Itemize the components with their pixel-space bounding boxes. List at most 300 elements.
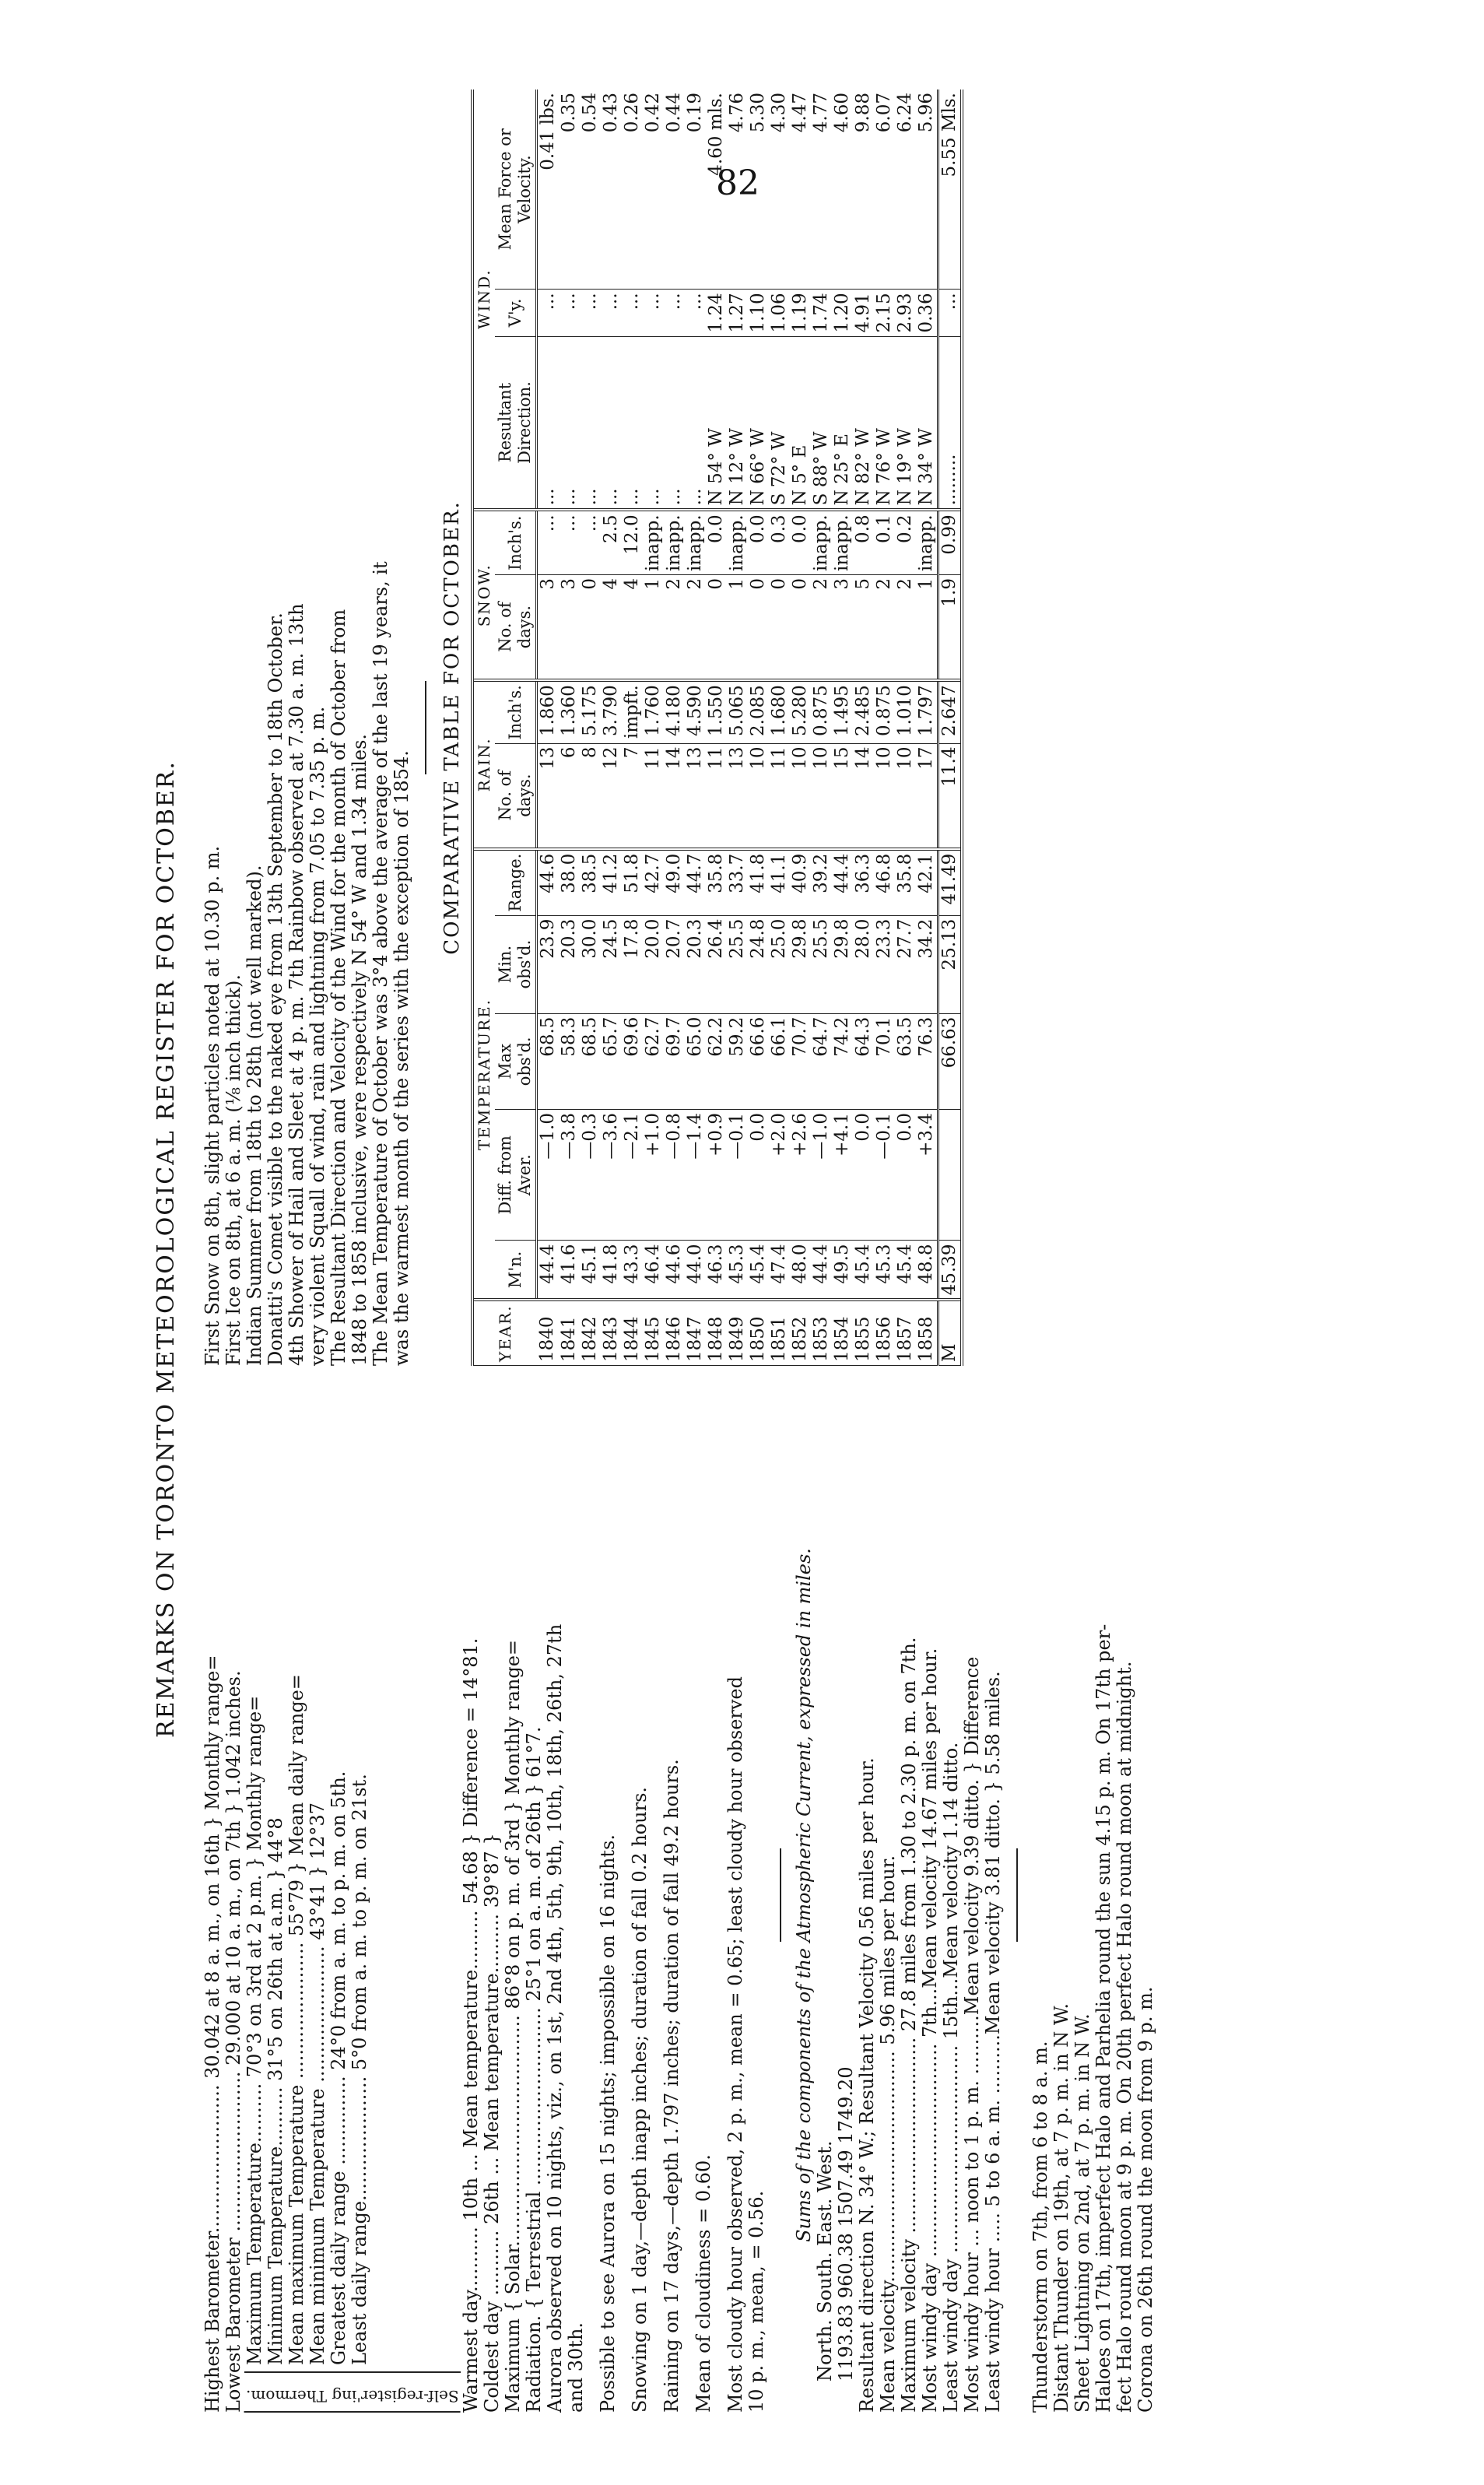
table-row [580,90,601,1366]
remarks-column [202,1378,1156,2413]
table-cell: 64.3 [853,1013,874,1109]
table-cell: 11 [643,743,664,849]
table-cell: 1.27 [727,290,748,336]
table-cell: 1.24 [706,290,727,336]
table-cell: 1.9 [938,575,963,681]
table-cell: 7 [622,743,643,849]
table-cell: 5.175 [580,680,601,743]
table-cell: 0.0 [853,1110,874,1241]
table-cell: N 12° W [727,336,748,510]
table-cell: 1.20 [832,290,853,336]
column-header: No. of days. [495,575,537,681]
table-cell: 30.0 [580,915,601,1013]
page-title: REMARKS ON TORONTO METEOROLOGICAL REGISTER FOR OCTOBER. [153,760,180,1738]
table-cell: 0.3 [769,510,790,574]
table-cell: 2.5 [601,510,622,574]
table-cell: 44.4 [811,1241,832,1300]
observation-line: Possible to see Aurora on 15 nights; impossible on 16 nights. [596,1834,619,2413]
table-cell: 10 [874,743,895,849]
table-cell: 44.6 [664,1241,685,1300]
table-cell: 59.2 [727,1013,748,1109]
table-cell: 13 [727,743,748,849]
table-cell: 43.3 [622,1241,643,1300]
table-cell: ... [580,510,601,574]
year-header: YEAR. [472,1300,537,1365]
table-cell: 1843 [601,1300,622,1365]
phenomena-line: Corona on 26th round the moon from 9 p. m. [1134,1986,1156,2413]
table-cell: 1847 [685,1300,706,1365]
table-cell: 2.15 [874,290,895,336]
table-cell: 6 [559,743,580,849]
table-cell: 1.19 [790,290,811,336]
table-cell: 0.875 [874,680,895,743]
warm-cold-line: Warmest day........... 10th ... Mean temperature.......... 54.68 } Difference = 14°81. [459,1637,482,2413]
table-cell: ... [601,336,622,510]
note-line: The Mean Temperature of October was 3°4 above the average of the last 19 years, it [370,561,391,1366]
table-cell: 1.550 [706,680,727,743]
table-cell: 14 [853,743,874,849]
table-cell: 0.54 [580,90,601,290]
table-row [643,90,664,1366]
column-header: M'n. [495,1241,537,1300]
table-cell: 36.3 [853,849,874,915]
section-divider [425,681,426,774]
table-cell: 25.0 [769,915,790,1013]
table-cell: 2 [685,575,706,681]
table-cell: 10 [790,743,811,849]
column-header: Mean Force or Velocity. [495,90,537,290]
table-cell: 14 [664,743,685,849]
table-cell: —0.1 [874,1110,895,1241]
column-header: Resultant Direction. [495,336,537,510]
table-row [916,90,938,1366]
table-row [874,90,895,1366]
table-cell: 15 [832,743,853,849]
table-cell: 45.3 [727,1241,748,1300]
note-line: was the warmest month of the series with the exception of 1854. [391,750,412,1366]
table-cell: 5.55 Mls. [938,90,963,290]
table-cell: +2.0 [769,1110,790,1241]
table-row [790,90,811,1366]
table-cell: 0.44 [664,90,685,290]
table-cell: 20.3 [685,915,706,1013]
table-cell: 44.4 [832,849,853,915]
table-cell: 64.7 [811,1013,832,1109]
table-cell: 10 [748,743,769,849]
table-cell: 35.8 [895,849,916,915]
table-cell: 4.30 [769,90,790,290]
table-cell: ... [537,510,560,574]
table-cell: 1855 [853,1300,874,1365]
rotated-register-page [140,78,1432,2413]
table-cell: 0.0 [748,1110,769,1241]
column-header: Inch's. [495,680,537,743]
table-cell: 1.760 [643,680,664,743]
thermometer-lines [244,1674,461,2373]
table-cell: ... [537,336,560,510]
velocity-line: Maximum velocity ................................. 27.8 miles from 1.30 to 2.30 p. m. on 7th. [897,1637,920,2413]
column-header: Max obs'd. [495,1013,537,1109]
table-cell: 1850 [748,1300,769,1365]
radiation-line: Radiation. { Terrestrial .............................. 25°1 on a. m. of 26th } 61°7. [522,1726,545,2413]
table-cell: N 54° W [706,336,727,510]
observation-line: Snowing on 1 day,—depth inapp inches; duration of fall 0.2 hours. [628,1786,651,2413]
thermometer-line: Maximum Temperature.......... 70°3 on 3rd at 2 p.m. } Monthly range= [244,1695,265,2365]
table-cell: —1.4 [685,1110,706,1241]
table-cell: 1.74 [811,290,832,336]
comparative-table [471,90,963,1366]
table-cell: 58.3 [559,1013,580,1109]
table-cell: ... [559,510,580,574]
table-cell: 3.790 [601,680,622,743]
table-cell: 0.2 [895,510,916,574]
table-cell: 35.8 [706,849,727,915]
table-cell: 44.7 [685,849,706,915]
thermometer-line: Greatest daily range ............... 24°0 from a. m. to p. m. on 5th. [328,1771,349,2365]
phenomena-line: Sheet Lightning on 2nd, at 7 p. m. in N W. [1071,2013,1093,2413]
table-cell: ... [622,290,643,336]
table-cell: ... [580,290,601,336]
table-cell: 4.60 mls. [706,90,727,290]
table-cell: 0 [790,575,811,681]
table-cell: 45.4 [895,1241,916,1300]
table-cell: 76.3 [916,1013,938,1109]
table-cell: 0.41 lbs. [537,90,560,290]
table-cell: 66.1 [769,1013,790,1109]
table-cell: —3.6 [601,1110,622,1241]
table-cell: ... [664,336,685,510]
table-cell: +2.6 [790,1110,811,1241]
table-cell: inapp. [832,510,853,574]
table-cell: inapp. [643,510,664,574]
table-cell: —0.8 [664,1110,685,1241]
table-cell: 74.2 [832,1013,853,1109]
table-cell: 66.6 [748,1013,769,1109]
note-line: First Ice on 8th, at 6 a. m. (⅛ inch thick). [223,974,244,1366]
table-cell: 0 [706,575,727,681]
table-cell: 1854 [832,1300,853,1365]
warm-cold-line: Coldest day ........... 26th ... Mean temperature.......... 39°87 } [480,1833,503,2413]
wind-components-heading: Sums of the components of the Atmospheric Current, expressed in miles. [792,1548,815,2242]
table-cell: 47.4 [769,1241,790,1300]
table-cell: N 34° W [916,336,938,510]
table-cell: 12.0 [622,510,643,574]
velocity-line: Most windy hour ... noon to 1 p. m. ..........Mean velocity 9.39 ditto. } Difference [960,1656,983,2413]
table-cell: 1840 [537,1300,560,1365]
table-cell: 1 [916,575,938,681]
table-cell: 1853 [811,1300,832,1365]
thermometer-line: Mean minimum Temperature ....................... 43°41 } 12°37 [307,1802,328,2365]
table-cell: 23.9 [537,915,560,1013]
table-cell: 29.8 [790,915,811,1013]
table-cell: 25.13 [938,915,963,1013]
table-cell: 29.8 [832,915,853,1013]
table-cell: 2 [895,575,916,681]
table-cell: ... [643,336,664,510]
table-cell: 17.8 [622,915,643,1013]
table-cell: 65.0 [685,1013,706,1109]
table-cell: 1.680 [769,680,790,743]
table-row [748,90,769,1366]
table-row [811,90,832,1366]
table-cell: 41.49 [938,849,963,915]
table-cell: 11.4 [938,743,963,849]
table-cell: ... [685,290,706,336]
table-cell: 20.3 [559,915,580,1013]
table-cell: 1 [727,575,748,681]
table-cell: 68.5 [537,1013,560,1109]
table-cell: 1 [643,575,664,681]
table-cell: 69.6 [622,1013,643,1109]
table-cell: 11 [706,743,727,849]
table-cell: ... [685,336,706,510]
table-cell: N 5° E [790,336,811,510]
table-cell: ... [938,290,963,336]
table-cell: 2.93 [895,290,916,336]
notes-and-table-column [202,90,963,1366]
table-cell: 0.99 [938,510,963,574]
table-cell: 4.91 [853,290,874,336]
table-cell: 0 [580,575,601,681]
table-cell: 70.7 [790,1013,811,1109]
table-cell: 40.9 [790,849,811,915]
table-cell: 48.0 [790,1241,811,1300]
note-line: The Resultant Direction and Velocity of the Wind for the month of October from [328,609,349,1366]
table-cell: 0.875 [811,680,832,743]
table-cell: 0.1 [874,510,895,574]
table-cell: 1849 [727,1300,748,1365]
table-cell: inapp. [685,510,706,574]
table-cell: 26.4 [706,915,727,1013]
table-cell: 1844 [622,1300,643,1365]
table-cell: 2 [664,575,685,681]
table-cell: 41.1 [769,849,790,915]
table-row [622,90,643,1366]
table-cell: ... [580,336,601,510]
table-cell: 38.5 [580,849,601,915]
table-cell: 25.5 [811,915,832,1013]
table-cell: 1.860 [537,680,560,743]
table-cell: 51.8 [622,849,643,915]
table-cell: 0.0 [895,1110,916,1241]
thermometer-line: Minimum Temperature.......... 31°5 on 26th at a.m. } 44°8 [265,1817,286,2365]
table-cell: 45.39 [938,1241,963,1300]
table-cell: N 66° W [748,336,769,510]
thermometer-block [244,1378,461,2413]
table-cell: 45.3 [874,1241,895,1300]
table-cell: inapp. [916,510,938,574]
note-line: First Snow on 8th, slight particles noted at 10.30 p. m. [202,845,223,1366]
table-cell: 65.7 [601,1013,622,1109]
table-cell: S 88° W [811,336,832,510]
table-cell: —1.0 [537,1110,560,1241]
table-cell: 45.4 [748,1241,769,1300]
table-cell: 63.5 [895,1013,916,1109]
table-cell: +3.4 [916,1110,938,1241]
table-cell: 1.010 [895,680,916,743]
table-cell: 11 [769,743,790,849]
table-cell: 44.4 [537,1241,560,1300]
table-cell: 34.2 [916,915,938,1013]
table-cell: 38.0 [559,849,580,915]
table-cell: 2 [811,575,832,681]
column-header: Range. [495,849,537,915]
table-cell: ... [622,336,643,510]
table-cell: 0 [769,575,790,681]
thermometer-label: Self-register'ing Thermom. [244,2381,461,2413]
table-cell: 1851 [769,1300,790,1365]
section-divider [780,1848,781,1942]
table-cell: +1.0 [643,1110,664,1241]
column-header: V'y. [495,290,537,336]
table-cell: 3 [559,575,580,681]
mean-row [938,90,963,1366]
barometer-line: Highest Barometer......................... 30.042 at 8 a. m., on 16th } Monthly range= [202,1655,223,2413]
table-cell: 1.06 [769,290,790,336]
thermometer-line: Mean maximum Temperature ....................... 55°79 } Mean daily range= [286,1674,307,2365]
table-cell: 44.6 [537,849,560,915]
table-row [895,90,916,1366]
table-cell: 45.4 [853,1241,874,1300]
table-cell: —3.8 [559,1110,580,1241]
wind-values: 1193.83 960.38 1507.49 1749.20 [834,2066,857,2381]
table-cell: —0.1 [727,1110,748,1241]
table-row [601,90,622,1366]
table-cell: 10 [895,743,916,849]
observation-line: Raining on 17 days,—depth 1.797 inches; duration of fall 49.2 hours. [660,1759,682,2413]
table-cell: 70.1 [874,1013,895,1109]
table-cell: ... [559,290,580,336]
table-cell: 5.96 [916,90,938,290]
table-cell: 46.8 [874,849,895,915]
table-cell [938,1110,963,1241]
table-cell: 1857 [895,1300,916,1365]
table-cell: ... [601,290,622,336]
aurora-line: Aurora observed on 10 nights, viz., on 1st, 2nd 4th, 5th, 9th, 10th, 18th, 26th, 27th [543,1623,566,2413]
table-cell: 46.3 [706,1241,727,1300]
note-line: 4th Shower of Hail and Sleet at 4 p. m. 7th Rainbow observed at 7.30 a. m. 13th [286,603,307,1366]
table-cell: 1858 [916,1300,938,1365]
table-cell: 41.6 [559,1241,580,1300]
table-cell: 27.7 [895,915,916,1013]
table-row [706,90,727,1366]
wind-directions: North. South. East. West. [813,2140,836,2381]
observation-line: 10 p. m., mean, = 0.56. [745,2190,767,2413]
table-cell: 1841 [559,1300,580,1365]
table-cell: 41.8 [748,849,769,915]
table-cell: 33.7 [727,849,748,915]
table-cell: N 76° W [874,336,895,510]
table-cell: 8 [580,743,601,849]
note-line: Indian Summer from 18th to 28th (not well marked). [244,865,265,1366]
table-cell: ... [643,290,664,336]
table-cell: 6.24 [895,90,916,290]
table-cell: 0 [748,575,769,681]
table-cell: 2.647 [938,680,963,743]
column-header: Min. obs'd. [495,915,537,1013]
table-row [685,90,706,1366]
table-cell: 48.8 [916,1241,938,1300]
table-cell: 17 [916,743,938,849]
note-line: very violent Squall of wind, rain and lightning from 7.05 to 7.35 p. m. [307,706,328,1366]
table-cell: 1845 [643,1300,664,1365]
temperature-header: TEMPERATURE. [472,849,495,1300]
table-cell: 69.7 [664,1013,685,1109]
table-cell: 23.3 [874,915,895,1013]
table-cell: 4.47 [790,90,811,290]
table-row [727,90,748,1366]
velocity-line: Mean velocity....................................... 5.96 miles per hour. [876,1855,899,2413]
table-cell: 68.5 [580,1013,601,1109]
table-cell: 41.8 [601,1241,622,1300]
table-cell: 3 [537,575,560,681]
table-row [537,90,560,1366]
table-cell: 49.5 [832,1241,853,1300]
table-cell: 39.2 [811,849,832,915]
table-cell: 45.1 [580,1241,601,1300]
table-cell: impft. [622,680,643,743]
table-cell: 13 [537,743,560,849]
resultant-line: Resultant direction N. 34° W.; Resultant Velocity 0.56 miles per hour. [855,1757,878,2413]
table-cell: 2.485 [853,680,874,743]
table-cell: 28.0 [853,915,874,1013]
table-cell: 9.88 [853,90,874,290]
table-cell: 0.42 [643,90,664,290]
wind-header: WIND. [472,90,495,510]
thermometer-line: Least daily range..................... 5°0 from a. m. to p. m. on 21st. [349,1774,370,2365]
table-cell: 1.495 [832,680,853,743]
table-cell: 2.085 [748,680,769,743]
column-header: Inch's. [495,510,537,574]
aurora-line: and 30th. [564,2322,587,2413]
table-cell: 5.30 [748,90,769,290]
table-cell: 49.0 [664,849,685,915]
table-cell: M [938,1300,963,1365]
comparative-table-title: COMPARATIVE TABLE FOR OCTOBER. [440,500,464,955]
table-cell: —2.1 [622,1110,643,1241]
page-number: 82 [716,163,760,203]
velocity-line: Least windy hour ..... 5 to 6 a. m. ..........Mean velocity 3.81 ditto. } 5.58 miles. [981,1671,1004,2413]
table-cell: 42.7 [643,849,664,915]
column-header: No. of days. [495,743,537,849]
table-cell: 1842 [580,1300,601,1365]
table-row [559,90,580,1366]
table-cell: 20.0 [643,915,664,1013]
table-cell: 24.5 [601,915,622,1013]
table-cell: S 72° W [769,336,790,510]
note-line: 1848 to 1858 inclusive, were respectively N 54° W and 1.34 miles. [349,733,370,1366]
table-cell: 0.8 [853,510,874,574]
table-cell: 1.10 [748,290,769,336]
rain-header: RAIN. [472,680,495,849]
table-cell: 0.19 [685,90,706,290]
table-cell: 5.065 [727,680,748,743]
table-cell: 4 [622,575,643,681]
barometer-line: Lowest Barometer ........................... 29.000 at 10 a. m., on 7th } 1.042 inches. [223,1670,244,2413]
velocity-line: Least windy day ................................... 15th...Mean velocity 1.14 ditto. [939,1742,962,2413]
table-cell: 6.07 [874,90,895,290]
table-row [769,90,790,1366]
table-cell: 4.590 [685,680,706,743]
table-cell: 62.7 [643,1013,664,1109]
table-cell: ... [537,290,560,336]
table-cell: inapp. [811,510,832,574]
snow-header: SNOW. [472,510,495,680]
table-cell: 0.43 [601,90,622,290]
table-cell: N 19° W [895,336,916,510]
table-cell: —1.0 [811,1110,832,1241]
table-cell: 20.7 [664,915,685,1013]
